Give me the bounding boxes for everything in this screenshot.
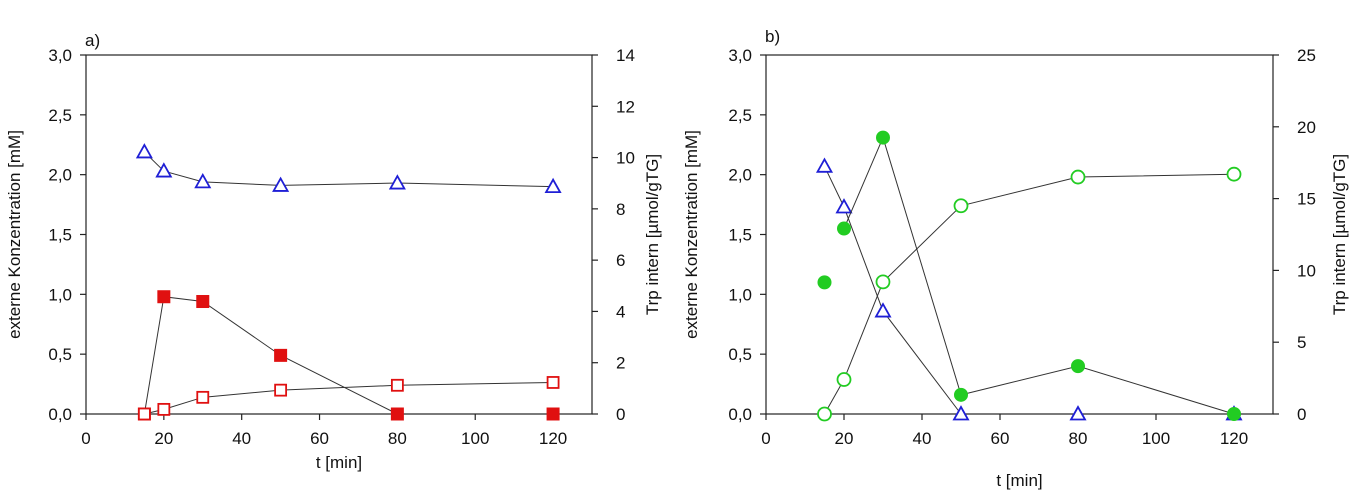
y-right-tick-label: 10 bbox=[616, 148, 635, 168]
data-point-s2-3 bbox=[197, 296, 209, 308]
y-right-tick-label: 0 bbox=[616, 405, 626, 424]
data-point-s1-4 bbox=[274, 178, 288, 191]
data-point-s1-5 bbox=[390, 176, 404, 189]
data-point-s3-6 bbox=[548, 377, 559, 388]
y-left-tick-label: 1,5 bbox=[48, 225, 72, 245]
y-right-axis-label: Trp intern [µmol/gTG] bbox=[1330, 153, 1349, 316]
data-point-s2-5 bbox=[1072, 360, 1085, 373]
x-tick-label: 100 bbox=[461, 429, 490, 448]
y-right-tick-label: 5 bbox=[1297, 333, 1307, 353]
data-point-s2-6 bbox=[547, 408, 559, 420]
x-axis-label: t [min] bbox=[315, 453, 363, 472]
data-point-s1-1 bbox=[137, 145, 151, 158]
data-point-s3-6 bbox=[1228, 168, 1241, 181]
data-point-s2-4 bbox=[275, 349, 287, 361]
x-tick-label: 80 bbox=[387, 429, 407, 448]
y-left-axis-label: externe Konzentration [mM] bbox=[5, 130, 24, 339]
panel-label: a) bbox=[85, 31, 101, 50]
data-point-s2-3 bbox=[877, 131, 890, 144]
x-tick-label: 120 bbox=[1219, 429, 1249, 448]
data-point-s3-2 bbox=[838, 373, 851, 386]
y-left-tick-label: 1,5 bbox=[728, 225, 752, 245]
data-point-s1-3 bbox=[876, 304, 890, 317]
series-line-2 bbox=[144, 297, 397, 414]
y-left-tick-label: 0,0 bbox=[48, 405, 72, 424]
data-point-s3-1 bbox=[139, 409, 150, 420]
y-left-tick-label: 2,0 bbox=[48, 165, 72, 185]
y-right-tick-label: 0 bbox=[1297, 405, 1307, 424]
data-point-s2-2 bbox=[158, 291, 170, 303]
y-left-tick-label: 0,0 bbox=[728, 405, 752, 424]
x-tick-label: 40 bbox=[232, 429, 252, 448]
y-right-axis-label: Trp intern [µmol/gTG] bbox=[643, 153, 662, 316]
data-point-s3-2 bbox=[158, 404, 169, 415]
y-right-tick-label: 8 bbox=[616, 199, 626, 219]
y-left-tick-label: 3,0 bbox=[728, 46, 752, 65]
y-left-tick-label: 1,0 bbox=[728, 285, 752, 305]
plot-frame bbox=[86, 55, 592, 414]
chart-panel-a bbox=[5, 31, 662, 472]
y-left-tick-label: 2,5 bbox=[728, 105, 752, 125]
y-right-tick-label: 15 bbox=[1297, 189, 1316, 209]
data-point-s3-4 bbox=[275, 385, 286, 396]
x-tick-label: 100 bbox=[1141, 429, 1171, 448]
y-left-axis-label: externe Konzentration [mM] bbox=[682, 130, 701, 339]
x-tick-label: 40 bbox=[912, 429, 932, 448]
x-tick-label: 20 bbox=[154, 429, 174, 448]
x-tick-label: 60 bbox=[990, 429, 1010, 448]
data-point-s3-5 bbox=[392, 380, 403, 391]
y-right-tick-label: 4 bbox=[616, 302, 626, 322]
x-tick-label: 20 bbox=[834, 429, 854, 448]
x-tick-label: 0 bbox=[81, 429, 91, 448]
y-left-tick-label: 0,5 bbox=[728, 345, 752, 365]
data-point-s2-2 bbox=[838, 222, 851, 235]
data-point-s1-4 bbox=[954, 407, 968, 420]
y-right-tick-label: 20 bbox=[1297, 117, 1316, 137]
data-point-s2-1 bbox=[818, 276, 831, 289]
data-point-s2-6 bbox=[1228, 408, 1241, 421]
panel-label: b) bbox=[765, 27, 781, 46]
y-left-tick-label: 2,5 bbox=[48, 105, 72, 125]
y-left-tick-label: 1,0 bbox=[48, 285, 72, 305]
x-tick-label: 0 bbox=[761, 429, 771, 448]
x-axis-label: t [min] bbox=[996, 471, 1043, 490]
data-point-s1-1 bbox=[818, 159, 832, 172]
y-right-tick-label: 6 bbox=[616, 251, 626, 271]
data-point-s3-3 bbox=[877, 275, 890, 288]
chart-panel-b bbox=[682, 27, 1349, 490]
y-right-tick-label: 14 bbox=[616, 46, 635, 65]
series-line-2 bbox=[844, 138, 1234, 414]
data-point-s3-1 bbox=[818, 408, 831, 421]
x-tick-label: 120 bbox=[538, 429, 568, 448]
data-point-s1-3 bbox=[196, 175, 210, 188]
y-right-tick-label: 12 bbox=[616, 97, 635, 117]
x-tick-label: 80 bbox=[1068, 429, 1088, 448]
y-right-tick-label: 25 bbox=[1297, 46, 1316, 65]
data-point-s2-4 bbox=[955, 388, 968, 401]
y-right-tick-label: 10 bbox=[1297, 261, 1316, 281]
x-tick-label: 60 bbox=[310, 429, 329, 448]
data-point-s1-5 bbox=[1071, 407, 1085, 420]
y-left-tick-label: 2,0 bbox=[728, 165, 752, 185]
data-point-s3-4 bbox=[955, 199, 968, 212]
y-right-tick-label: 2 bbox=[616, 353, 626, 373]
data-point-s1-6 bbox=[546, 180, 560, 193]
data-point-s3-3 bbox=[197, 392, 208, 403]
data-point-s2-5 bbox=[391, 408, 403, 420]
data-point-s3-5 bbox=[1072, 171, 1085, 184]
y-left-tick-label: 3,0 bbox=[48, 46, 72, 65]
data-point-s1-2 bbox=[837, 200, 851, 213]
y-left-tick-label: 0,5 bbox=[48, 345, 72, 365]
